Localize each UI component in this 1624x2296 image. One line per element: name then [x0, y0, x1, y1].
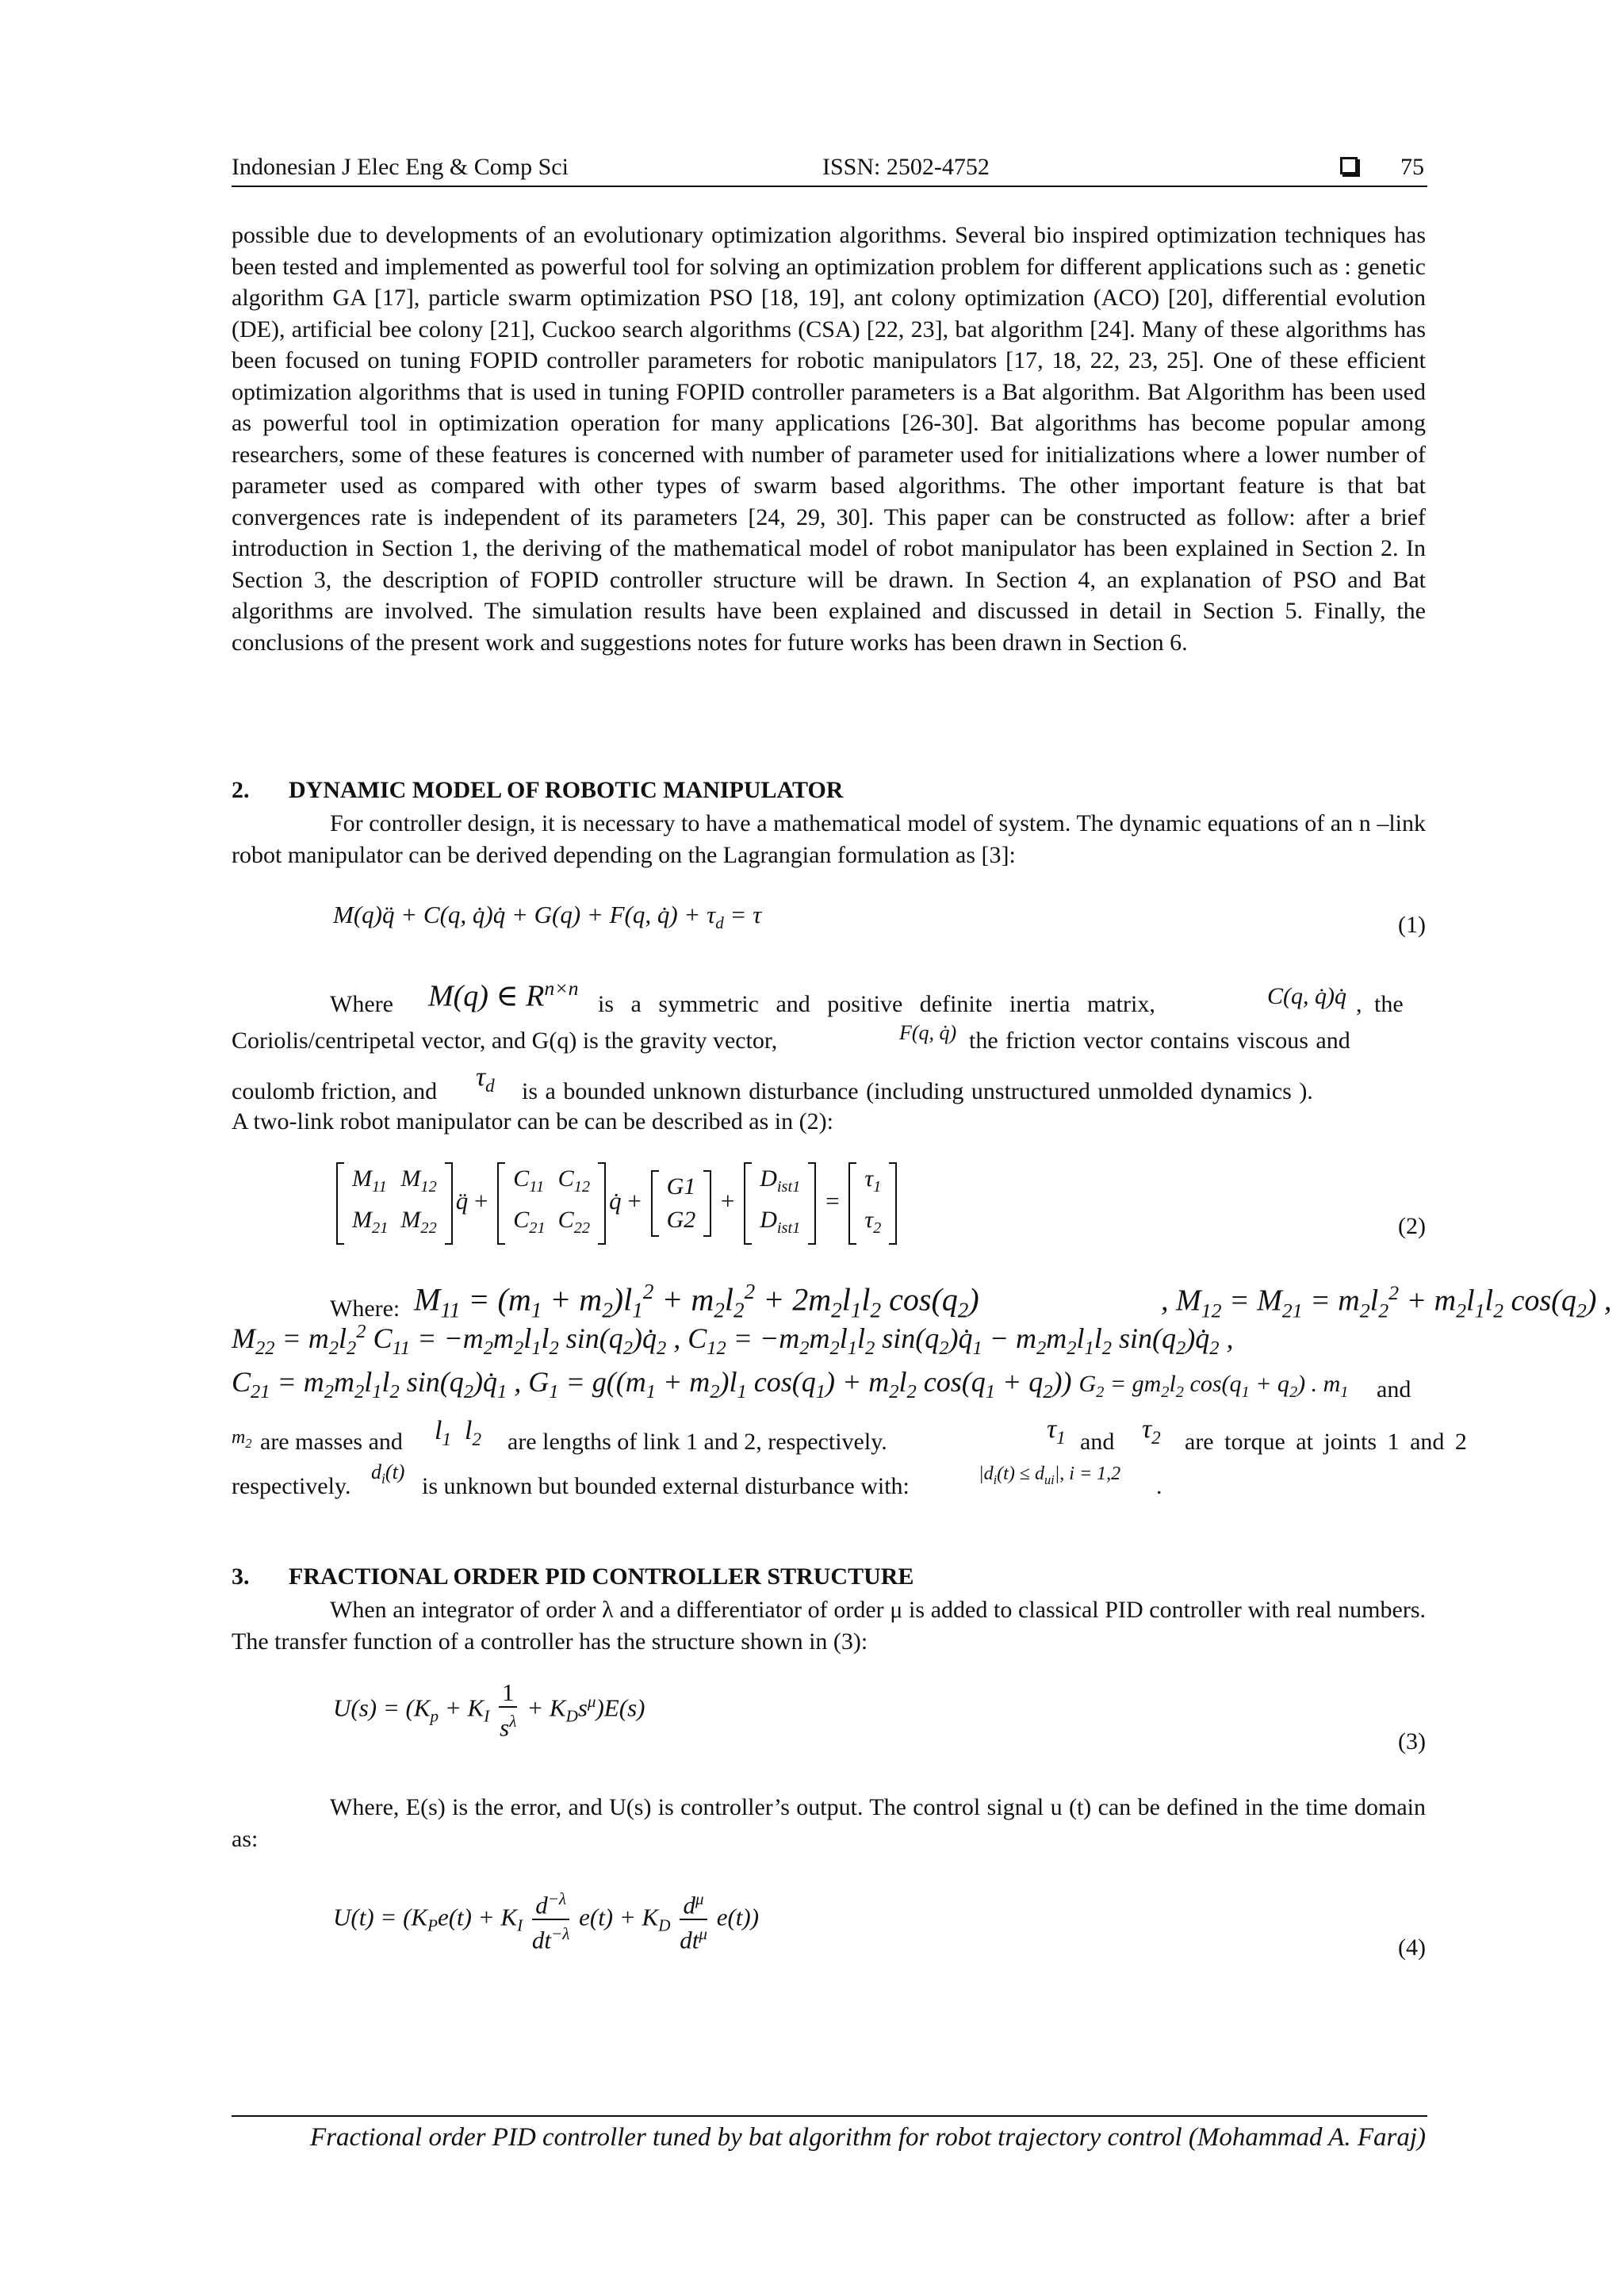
inertia-matrix: $M_{11}$ $M_{12}$ $M_{21}$ $M_{22}$: [336, 1162, 453, 1245]
M11-definition: $M_{11} = (m_1 + m_2)l_1^2 + m_2l_2^2 + 2m_2l_1l_2$ $\cos(q_2)$: [414, 1280, 979, 1322]
tau1-symbol: $\tau_1$: [1047, 1414, 1066, 1448]
running-footer: Fractional order PID controller tuned by bat algorithm for robot trajectory control (Mohammad A. Faraj): [310, 2123, 1426, 2152]
square-bullet-icon: [1340, 157, 1358, 174]
section-3-paragraph-1: When an integrator of order λ and a differentiator of order μ is added to classical PID controller with real numbers. The transfer function of a controller has the structure shown in (3):: [232, 1597, 1426, 1655]
torque-vector: $\tau_1$ $\tau_2$: [848, 1162, 897, 1245]
disturbance-bound: $|d_i(t) \le d_{ui}|$, i = 1,2: [979, 1464, 1121, 1487]
section-3-paragraph-2: Where, E(s) is the error, and U(s) is controller’s output. The control signal u (t) can be defined in the time domain as:: [232, 1794, 1426, 1852]
section-3-heading: 3. FRACTIONAL ORDER PID CONTROLLER STRUCTURE: [232, 1563, 914, 1590]
running-header: [232, 154, 1427, 182]
coriolis-symbol: C(q, q̇)q̇: [1267, 983, 1346, 1009]
friction-symbol: F(q, q̇): [899, 1021, 957, 1044]
section-2-heading: 2. DYNAMIC MODEL OF ROBOTIC MANIPULATOR: [232, 777, 844, 803]
M12-definition: , $M_{12} = M_{21} = m_2l_2^2 + m_2l_1l_2$ $\cos(q_2)$ ,: [1161, 1281, 1612, 1322]
page-number: 75: [1400, 154, 1424, 180]
issn: ISSN: 2502-4752: [822, 154, 990, 180]
inertia-symbol: M(q) ∈ $R^{n\times n}$: [428, 977, 579, 1013]
section-2-paragraph: For controller design, it is necessary to have a mathematical model of system. The dynamic equations of an n –link robot manipulator can be derived depending on the Lagrangian formulation as [3]:: [232, 810, 1426, 868]
equation-1: M(q)q̈ + C(q, q̇)q̇ + G(q) + F(q, q̇) + $\tau_d = \tau$: [333, 901, 762, 933]
paper-page: Indonesian J Elec Eng & Comp Sci ISSN: 2502-4752 75 possible due to developments of an evolutionary optimization algorithms. Several bio inspired optimization techniques has been tested and implemented as powerful tool for solving an optimization problem for different applications such as : genetic algorithm GA [17], particle swarm optimization PSO [18, 19], ant colony optimization (ACO) [20], differential evolution (DE), artificial bee colony [21], Cuckoo search algorithms (CSA) [22, 23], bat algorithm [24]. Many of these algorithms has been focused on tuning FOPID controller parameters for robotic manipulators [17, 18, 22, 23, 25]. One of these efficient optimization algorithms that is used in tuning FOPID controller parameters is a Bat algorithm. Bat Algorithm has been used as powerful tool in optimization operation for many applications [26-30]. Bat algorithms has become popular among researchers, some of these features is concerned with number of parameter used for initializations where a lower number of parameter used as compared with other types of swarm based algorithms. The other important feature is that bat convergences rate is independent of its parameters [24, 29, 30]. This paper can be constructed as follow: after a brief introduction in Section 1, the deriving of the mathematical model of robot manipulator has been explained in Section 2. In Section 3, the description of FOPID controller structure will be drawn. In Section 4, an explanation of PSO and Bat algorithms are involved. The simulation results have been explained and discussed in detail in Section 5. Finally, the conclusions of the present work and suggestions notes for future works has been drawn in Section 6. 2. DYNAMIC MODEL OF ROBOTIC MANIPULATOR For controller design, it is necessary to have a mathematical model of system. The dynamic equations of an n –link robot manipulator can be derived depending on the Lagrangian formulation as [3]: M(q)q̈ + C(q, q̇)q̇ + G(q) + F(q, q̇) + $\tau_d = \tau$ (1) Where M(q) ∈ $R^{n\times n}$ is a symmetric and positive definite inertia matrix, C(q, q̇)q̇ , the Coriolis/centripetal vector, and G(q) is the gravity vector, F(q, q̇) the friction vector contains viscous and coulomb friction, and $\tau_d$ is a bounded unknown disturbance (including unstructured unmolded dynamics ). A two-link robot manipulator can be can be described as in (2): $M_{11}$ $M_{12}$ $M_{21}$ $M_{22}$ q̈ + $C_{11}$ $C_{12}$ $C_{21}$ $C_{22}$ q̇ + G1 G2 + $D_{ist1}$ $D_{ist1}$ = $\tau_1$ $\tau_2$ (2) Where: $M_{11} = (m_1 + m_2)l_1^2 + m_2l_2^2 + 2m_2l_1l_2$ $\cos(q_2)$ , $M_{12} = M_{21} = m_2l_2^2 + m_2l_1l_2$ $\cos(q_2)$ , $M_{22} = m_2l_2^2$ $C_{11} = -m_2m_2l_1l_2$ $\sin(q_2)q̇_2$ , $C_{12} = -m_2m_2l_1l_2$ $\sin(q_2)q̇_1 - m_2m_2l_1l_2$ $\sin(q_2)q̇_2$ , $C_{21} = m_2m_2l_1l_2$ $\sin(q_2)q̇_1$ , $G_1 = g((m_1 + m_2)l_1$ $\cos(q_1) + m_2l_2$ $\cos(q_1 + q_2)$) $G_2 = gm_2l_2$ $\cos(q_1 + q_2)$ . $m_1$ and $m_2$ are masses and $l_1$ $l_2$ are lengths of link 1 and 2, respectively. $\tau_1$ and $\tau_2$ are torque at joints 1 and 2 respectively. $d_i(t)$ is unknown but bounded external disturbance with: $|d_i(t) \le d_{ui}|$, i = 1,2 . 3. FRACTIONAL ORDER PID CONTROLLER STRUCTURE When an integrator of order λ and a differentiator of order μ is added to classical PID controller with real numbers. The transfer function of a controller has the structure shown in (3): $U(s) = (K_p + K_I$ $\frac{1}{s^\lambda}$ + $K_Ds^\mu)E(s)$ (3) Where, E(s) is the error, and U(s) is controller’s output. The control signal u (t) can be defined in the time domain as: $U(t) = (K_Pe(t) + K_I$ $\frac{d^{-\lambda}}{dt^{-\lambda}}$ $e(t) + K_D$ $\frac{d^\mu}{dt^\mu}$ e(t)) (4) Fractional order PID controller tuned by bat algorithm for robot trajectory control (Mohammad A. Faraj): [232, 154, 1612, 2152]
intro-paragraph: possible due to developments of an evolutionary optimization algorithms. Several bio inspired optimization techniques has been tested and implemented as powerful tool for solving an optimization problem for different applications such as : genetic algorithm GA [17], particle swarm optimization PSO [18, 19], ant colony optimization (ACO) [20], differential evolution (DE), artificial bee colony [21], Cuckoo search algorithms (CSA) [22, 23], bat algorithm [24]. Many of these algorithms has been focused on tuning FOPID controller parameters for robotic manipulators [17, 18, 22, 23, 25]. One of these efficient optimization algorithms that is used in tuning FOPID controller parameters is a Bat algorithm. Bat Algorithm has been used as powerful tool in optimization operation for many applications [26-30]. Bat algorithms has become popular among researchers, some of these features is concerned with number of parameter used for initializations where a lower number of parameter used as compared with other types of swarm based algorithms. The other important feature is that bat convergences rate is independent of its parameters [24, 29, 30]. This paper can be constructed as follow: after a brief introduction in Section 1, the deriving of the mathematical model of robot manipulator has been explained in Section 2. In Section 3, the description of FOPID controller structure will be drawn. In Section 4, an explanation of PSO and Bat algorithms are involved. The simulation results have been explained and discussed in detail in Section 5. Finally, the conclusions of the present work and suggestions notes for future works has been drawn in Section 6.: [232, 222, 1426, 656]
journal-name: Indonesian J Elec Eng & Comp Sci: [232, 154, 569, 180]
disturbance-vector: $D_{ist1}$ $D_{ist1}$: [744, 1162, 816, 1245]
M22-C11-C12-definitions: $M_{22} = m_2l_2^2$ $C_{11} = -m_2m_2l_1l_2$ $\sin(q_2)q̇_2$ , $C_{12} = -m_2m_2l_1l_2$ $\sin(q_2)q̇_1 - m_2m_2l_1l_2$ $\sin(q_2)q̇_2$ ,: [232, 1321, 1234, 1360]
link-length-symbols: $l_1$ $l_2$: [435, 1416, 482, 1450]
m2-symbol: $m_2$: [232, 1427, 252, 1451]
coriolis-matrix: $C_{11}$ $C_{12}$ $C_{21}$ $C_{22}$: [497, 1162, 606, 1245]
footer-rule: [232, 2115, 1427, 2117]
equation-2: $M_{11}$ $M_{12}$ $M_{21}$ $M_{22}$ q̈ + $C_{11}$ $C_{12}$ $C_{21}$ $C_{22}$ q̇ + G1 G2 + $D_{ist1}$ $D_{ist1}$ = $\tau_1$ $\tau_2$: [333, 1162, 900, 1245]
disturbance-symbol: $\tau_d$: [476, 1062, 495, 1096]
equation-4-number: (4): [1398, 1934, 1426, 1961]
equation-4: $U(t) = (K_Pe(t) + K_I$ $\frac{d^{-\lambda}}{dt^{-\lambda}}$ $e(t) + K_D$ $\frac{d^\mu}{dt^\mu}$ e(t)): [333, 1885, 759, 1954]
where-line-4: A two-link robot manipulator can be can be described as in (2):: [232, 1108, 833, 1135]
equation-1-number: (1): [1398, 912, 1426, 938]
equation-2-number: (2): [1398, 1213, 1426, 1239]
di-symbol: $d_i(t)$: [371, 1460, 405, 1487]
equation-3: $U(s) = (K_p + K_I$ $\frac{1}{s^\lambda}$ + $K_Ds^\mu)E(s)$: [333, 1678, 645, 1742]
equation-3-number: (3): [1398, 1728, 1426, 1755]
C21-G1-G2-definitions: $C_{21} = m_2m_2l_1l_2$ $\sin(q_2)q̇_1$ , $G_1 = g((m_1 + m_2)l_1$ $\cos(q_1) + m_2l_2$ $\cos(q_1 + q_2)$) $G_2 = gm_2l_2$ $\cos(q_1 + q_2)$ . $m_1$: [232, 1366, 1349, 1403]
header-rule: [232, 186, 1427, 187]
tau2-symbol: $\tau_2$: [1142, 1414, 1161, 1448]
gravity-vector: G1 G2: [651, 1170, 712, 1237]
